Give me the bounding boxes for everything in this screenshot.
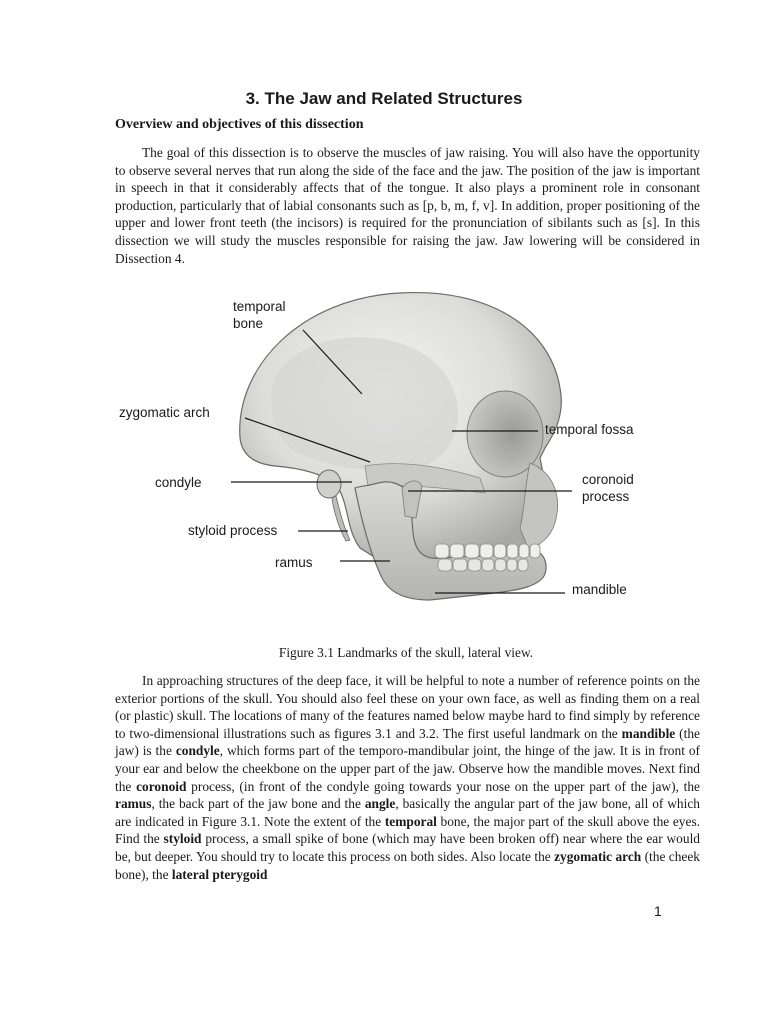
label-ramus: ramus — [275, 555, 313, 570]
text-run: bone, the major part of the skull above the eyes. Find the — [115, 813, 700, 847]
text-run: In approaching structures of the deep face, it will be helpful to note a number of reference points on the exterior portions of the skull. You should also feel these on your own face, as well as finding them on a real (or plastic) skull. The locations of many of the features named below maybe hard to find simply by reference to two-dimensional illustrations such as figures 3.1 and 3.2. The first useful landmark on the — [115, 673, 700, 741]
label-coronoid-line2: process — [582, 489, 630, 504]
text-run: process, a small spike of bone (which may have been broken off) near where the ear would be, but deeper. You should try to locate this process on both sides. Also locate the — [115, 831, 700, 864]
bold-term: condyle — [175, 743, 220, 759]
label-temporal-bone-line2: bone — [233, 316, 264, 331]
lower-teeth — [438, 559, 528, 571]
section-heading: Overview and objectives of this dissection — [115, 117, 364, 132]
text-run: (the cheek bone), the — [115, 848, 700, 882]
label-condyle: condyle — [155, 475, 202, 490]
page-number: 1 — [654, 903, 662, 919]
label-temporal-fossa: temporal fossa — [545, 422, 634, 437]
text-run: process, (in front of the condyle going towards your nose on the upper part of the jaw), the — [186, 778, 700, 794]
label-zygomatic-arch: zygomatic arch — [119, 405, 210, 420]
bold-term: temporal — [384, 813, 437, 829]
bold-term: angle — [364, 796, 396, 812]
bold-term: ramus — [115, 796, 152, 812]
label-temporal-bone-line1: temporal — [233, 299, 286, 314]
figure-caption: Figure 3.1 Landmarks of the skull, lateral view. — [278, 645, 534, 660]
label-temporal-bone — [233, 298, 286, 332]
skull-figure — [100, 288, 700, 628]
label-mandible: mandible — [572, 582, 627, 597]
text-run: (the jaw) is the — [115, 725, 700, 759]
label-coronoid-process — [582, 471, 634, 505]
label-styloid-process: styloid process — [188, 523, 278, 538]
upper-teeth — [435, 544, 540, 558]
text-run: , the back part of the jaw bone and the — [151, 796, 365, 812]
label-coronoid-line1: coronoid — [582, 472, 634, 487]
chapter-title: 3. The Jaw and Related Structures — [245, 89, 523, 108]
text-run: , basically the angular part of the jaw bone, all of which are indicated in Figure 3.1. Note the extent of the — [115, 796, 700, 829]
bold-term: lateral pterygoid — [171, 866, 268, 882]
intro-paragraph: The goal of this dissection is to observe the muscles of jaw raising. You will also have the opportunity to observe several nerves that run along the side of the face and the jaw. The position of the jaw is important in speech in that it considerably affects that of the tongue. It also plays a prominent role in consonant production, particularly that of labial consonants such as [p, b, m, f, v]. In addition, proper positioning of the upper and lower front teeth (the incisors) is required for the pronunciation of sibilants such as [s]. In this dissection we will study the muscles responsible for raising the jaw. Jaw lowering will be considered in Dissection 4. — [115, 145, 700, 266]
landmarks-paragraph — [115, 672, 700, 883]
bold-term: styloid — [163, 831, 202, 847]
bold-term: mandible — [621, 725, 676, 741]
condyle-shape — [317, 470, 341, 498]
bold-term: coronoid — [136, 778, 187, 794]
bold-term: zygomatic arch — [554, 848, 642, 864]
text-run: , which forms part of the temporo-mandibular joint, the hinge of the jaw. It is in front of your ear and below the cheekbone on the upper part of the jaw. Observe how the mandible moves. Next find the — [115, 743, 700, 794]
